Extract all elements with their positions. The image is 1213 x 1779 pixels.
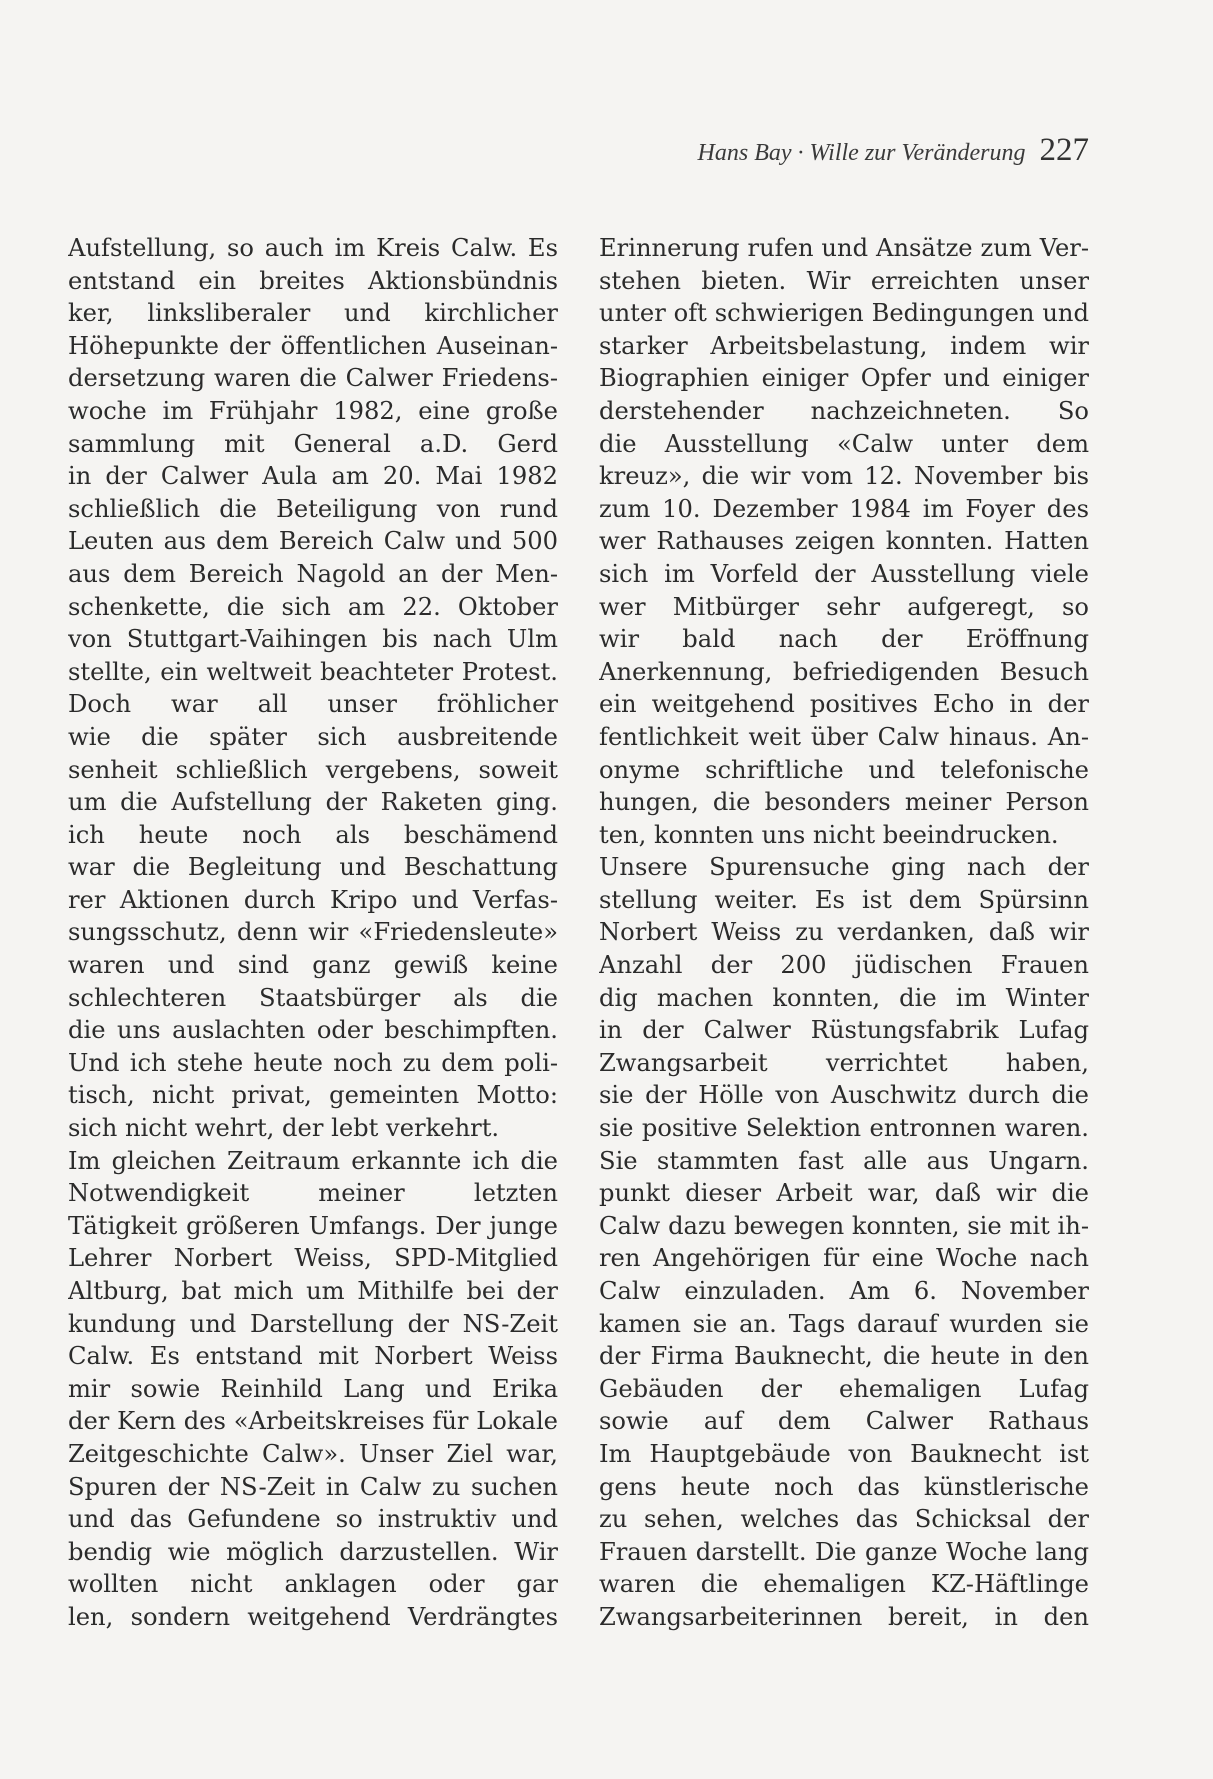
text-line (599, 525, 1089, 558)
text-line-content: kreuz», die wir vom 12. November bis (599, 462, 1089, 491)
text-line-content: wer Mitbürger sehr aufgeregt, so (599, 592, 1089, 621)
text-line-content: Zeitgeschichte Calw». Unser Ziel war, (68, 1439, 558, 1468)
text-line-content: wollten nicht anklagen oder gar (68, 1570, 558, 1599)
text-line (599, 362, 1089, 395)
text-line-content: waren und sind ganz gewiß keine (68, 951, 558, 980)
text-line-content: Zwangsarbeiterinnen bereit, in den (599, 1602, 1089, 1631)
text-line (68, 1308, 558, 1341)
text-line (68, 1438, 558, 1471)
text-line-content: ren Angehörigen für eine Woche nach (599, 1244, 1089, 1273)
text-line (599, 591, 1089, 624)
text-line-content: die uns auslachten oder beschimpften. (68, 1016, 558, 1045)
text-line (68, 754, 558, 787)
text-line (599, 721, 1089, 754)
text-line (68, 1536, 558, 1569)
text-line-content: ich heute noch als beschämend (68, 820, 558, 849)
text-line (599, 623, 1089, 656)
text-line-content: Anzahl der 200 jüdischen Frauen (599, 951, 1089, 980)
text-line (599, 1177, 1089, 1210)
text-line-content: len, sondern weitgehend Verdrängtes (68, 1602, 558, 1631)
text-line-content: Leuten aus dem Bereich Calw und 500 (68, 527, 558, 556)
text-line (599, 688, 1089, 721)
text-line-content: der Kern des «Arbeitskreises für Lokale (68, 1407, 558, 1436)
text-line-content: Erinnerung rufen und Ansätze zum Ver- (599, 234, 1089, 262)
text-line-content: und das Gefundene so instruktiv und (68, 1505, 558, 1534)
text-line-content: aus dem Bereich Nagold an der Men- (68, 559, 558, 588)
text-line-content: dersetzung waren die Calwer Friedens- (68, 364, 558, 393)
text-line (599, 1373, 1089, 1406)
text-line-content: Altburg, bat mich um Mithilfe bei der (68, 1277, 558, 1305)
text-line-content: unter oft schwierigen Bedingungen und (599, 299, 1089, 328)
text-line-content: sammlung mit General a.D. Gerd (68, 429, 558, 458)
text-line (68, 1047, 558, 1080)
text-line (599, 982, 1089, 1015)
text-line (68, 656, 558, 689)
text-line-content: hungen, die besonders meiner Person (599, 788, 1089, 817)
text-line (68, 688, 558, 721)
text-line-content: Calw. Es entstand mit Norbert Weiss (68, 1342, 558, 1371)
text-line-content: bendig wie möglich darzustellen. Wir (68, 1537, 558, 1566)
text-line-content: senheit schließlich vergebens, soweit (68, 755, 558, 784)
text-line (68, 1340, 558, 1373)
text-line-content: Tätigkeit größeren Umfangs. Der junge (68, 1211, 558, 1240)
right-text-column (599, 232, 1089, 1634)
text-line-content: mir sowie Reinhild Lang und Erika (68, 1374, 558, 1403)
text-line (68, 1177, 558, 1210)
text-line (68, 1210, 558, 1243)
text-line (599, 1536, 1089, 1569)
text-line (68, 982, 558, 1015)
text-line-content: tisch, nicht privat, gemeinten Motto: (68, 1081, 558, 1110)
text-line (68, 1405, 558, 1438)
text-line (599, 884, 1089, 917)
text-line-content: starker Arbeitsbelastung, indem wir (599, 331, 1089, 360)
text-line (599, 493, 1089, 526)
text-line-content: sich im Vorfeld der Ausstellung viele (599, 559, 1089, 588)
text-line (68, 297, 558, 330)
text-line (68, 330, 558, 363)
text-line-content: Im Hauptgebäude von Bauknecht ist (599, 1439, 1089, 1468)
text-line-content: Notwendigkeit meiner letzten (68, 1179, 558, 1208)
text-line (68, 493, 558, 526)
text-line-content: stehen bieten. Wir erreichten unser (599, 266, 1089, 295)
text-line-content: Doch war all unser fröhlicher (68, 690, 558, 719)
text-line (599, 428, 1089, 461)
text-line (68, 1568, 558, 1601)
text-line-content: stellung weiter. Es ist dem Spürsinn (599, 885, 1089, 914)
text-line-content: Sie stammten fast alle aus Ungarn. (599, 1146, 1089, 1175)
text-line (599, 395, 1089, 428)
text-line (599, 1210, 1089, 1243)
text-line (599, 1308, 1089, 1341)
text-line (68, 1503, 558, 1536)
text-line (68, 949, 558, 982)
text-line-content: war die Begleitung und Beschattung (68, 853, 558, 882)
text-line-content: der Firma Bauknecht, die heute in den (599, 1342, 1089, 1371)
text-line-content: punkt dieser Arbeit war, daß wir die (599, 1179, 1089, 1208)
text-line-content: Calw einzuladen. Am 6. November (599, 1277, 1089, 1305)
text-line-content: sich nicht wehrt, der lebt verkehrt. (68, 1114, 500, 1143)
text-line-content: wer Rathauses zeigen konnten. Hatten (599, 527, 1089, 556)
text-line (68, 1275, 558, 1308)
text-line (599, 754, 1089, 787)
text-line (68, 591, 558, 624)
text-line-content: stellte, ein weltweit beachteter Protest. (68, 657, 558, 686)
text-line-content: sie positive Selektion entronnen waren. (599, 1114, 1089, 1143)
text-line (599, 460, 1089, 493)
text-line (599, 656, 1089, 689)
text-line (599, 949, 1089, 982)
text-line-content: derstehender nachzeichneten. So (599, 396, 1089, 425)
text-line-content: ker, linksliberaler und kirchlicher (68, 299, 558, 328)
text-line-content: Gebäuden der ehemaligen Lufag (599, 1374, 1089, 1403)
text-line-content: kamen sie an. Tags darauf wurden sie (599, 1309, 1089, 1338)
text-line-content: zu sehen, welches das Schicksal der (599, 1505, 1089, 1534)
text-line-content: Zwangsarbeit verrichtet haben, (599, 1048, 1089, 1077)
text-line (599, 1405, 1089, 1438)
text-line-content: dig machen konnten, die im Winter (599, 983, 1089, 1012)
text-line (68, 1145, 558, 1178)
text-line-content: fentlichkeit weit über Calw hinaus. An- (599, 722, 1089, 751)
text-line-content: kundung und Darstellung der NS-Zeit (68, 1309, 558, 1338)
text-line (68, 232, 558, 265)
text-line (68, 721, 558, 754)
text-line (599, 1079, 1089, 1112)
text-line (599, 1601, 1089, 1634)
text-line (68, 525, 558, 558)
text-line-content: Biographien einiger Opfer und einiger (599, 364, 1089, 393)
text-line (599, 1242, 1089, 1275)
text-line-content: ein weitgehend positives Echo in der (599, 690, 1089, 719)
text-line-content: Unsere Spurensuche ging nach der (599, 853, 1089, 882)
text-line-content: onyme schriftliche und telefonische (599, 755, 1089, 784)
text-line-content: rer Aktionen durch Kripo und Verfas- (68, 885, 558, 914)
text-line (68, 1601, 558, 1634)
text-line (599, 1438, 1089, 1471)
text-line (599, 1014, 1089, 1047)
text-line-content: Und ich stehe heute noch zu dem poli- (68, 1048, 558, 1077)
text-line (599, 297, 1089, 330)
text-line (68, 558, 558, 591)
left-text-column (68, 232, 558, 1634)
text-line (68, 1014, 558, 1047)
text-line-content: Höhepunkte der öffentlichen Auseinan- (68, 331, 558, 360)
text-line (599, 916, 1089, 949)
text-line (599, 1112, 1089, 1145)
text-line (68, 1471, 558, 1504)
text-line-content: woche im Frühjahr 1982, eine große (68, 396, 558, 425)
running-header (0, 128, 1089, 177)
text-line (68, 395, 558, 428)
text-line-content: Norbert Weiss zu verdanken, daß wir (599, 918, 1089, 947)
text-line-content: in der Calwer Aula am 20. Mai 1982 (68, 462, 558, 491)
text-line-content: sowie auf dem Calwer Rathaus (599, 1407, 1089, 1436)
text-line-content: Im gleichen Zeitraum erkannte ich die (68, 1146, 558, 1175)
text-line (599, 558, 1089, 591)
text-line-content: Spuren der NS-Zeit in Calw zu suchen (68, 1472, 558, 1501)
text-line (599, 1145, 1089, 1178)
text-line-content: ten, konnten uns nicht beeindrucken. (599, 820, 1059, 849)
text-line (68, 1373, 558, 1406)
running-title: Hans Bay · Wille zur Veränderung (697, 140, 1026, 166)
text-line (599, 786, 1089, 819)
text-line-content: schlechteren Staatsbürger als die (68, 983, 558, 1012)
text-line-content: Aufstellung, so auch im Kreis Calw. Es (68, 234, 558, 262)
text-line-content: Lehrer Norbert Weiss, SPD-Mitglied (68, 1244, 558, 1273)
text-line-content: Anerkennung, befriedigenden Besuch (599, 657, 1089, 686)
text-line (68, 265, 558, 298)
text-line-content: sie der Hölle von Auschwitz durch die (599, 1081, 1089, 1110)
text-line (68, 1242, 558, 1275)
text-line (68, 916, 558, 949)
text-line-content: schließlich die Beteiligung von rund (68, 494, 558, 523)
text-line (68, 851, 558, 884)
text-line-content: waren die ehemaligen KZ-Häftlinge (599, 1570, 1089, 1599)
text-line-content: in der Calwer Rüstungsfabrik Lufag (599, 1016, 1089, 1045)
text-line (599, 1568, 1089, 1601)
text-line (599, 232, 1089, 265)
text-line (68, 1079, 558, 1112)
text-line-content: zum 10. Dezember 1984 im Foyer des (599, 494, 1089, 523)
text-line (68, 786, 558, 819)
text-line (68, 362, 558, 395)
text-line-content: wie die später sich ausbreitende (68, 722, 558, 751)
text-line (68, 819, 558, 852)
text-line-content: die Ausstellung «Calw unter dem (599, 429, 1089, 458)
text-line-content: Calw dazu bewegen konnten, sie mit ih- (599, 1211, 1089, 1240)
text-line-content: Frauen darstellt. Die ganze Woche lang (599, 1537, 1089, 1566)
text-line (599, 1503, 1089, 1536)
text-line (599, 851, 1089, 884)
text-line (599, 1047, 1089, 1080)
text-line (599, 1340, 1089, 1373)
text-line-content: schenkette, die sich am 22. Oktober (68, 592, 558, 621)
text-line-content: wir bald nach der Eröffnung (599, 625, 1089, 654)
text-line (68, 884, 558, 917)
text-line (68, 460, 558, 493)
text-line-content: sungsschutz, denn wir «Friedensleute» (68, 918, 558, 947)
text-line (599, 330, 1089, 363)
text-line-content: von Stuttgart-Vaihingen bis nach Ulm (68, 625, 558, 654)
text-line (599, 1471, 1089, 1504)
text-line-content: entstand ein breites Aktionsbündnis (68, 266, 558, 295)
page-number: 227 (1039, 132, 1089, 168)
text-line (599, 1275, 1089, 1308)
text-line-content: gens heute noch das künstlerische (599, 1472, 1089, 1501)
text-line (68, 428, 558, 461)
text-line (599, 265, 1089, 298)
text-line (68, 623, 558, 656)
text-line (599, 819, 1089, 852)
text-line-content: um die Aufstellung der Raketen ging. (68, 788, 558, 817)
text-line (68, 1112, 558, 1145)
